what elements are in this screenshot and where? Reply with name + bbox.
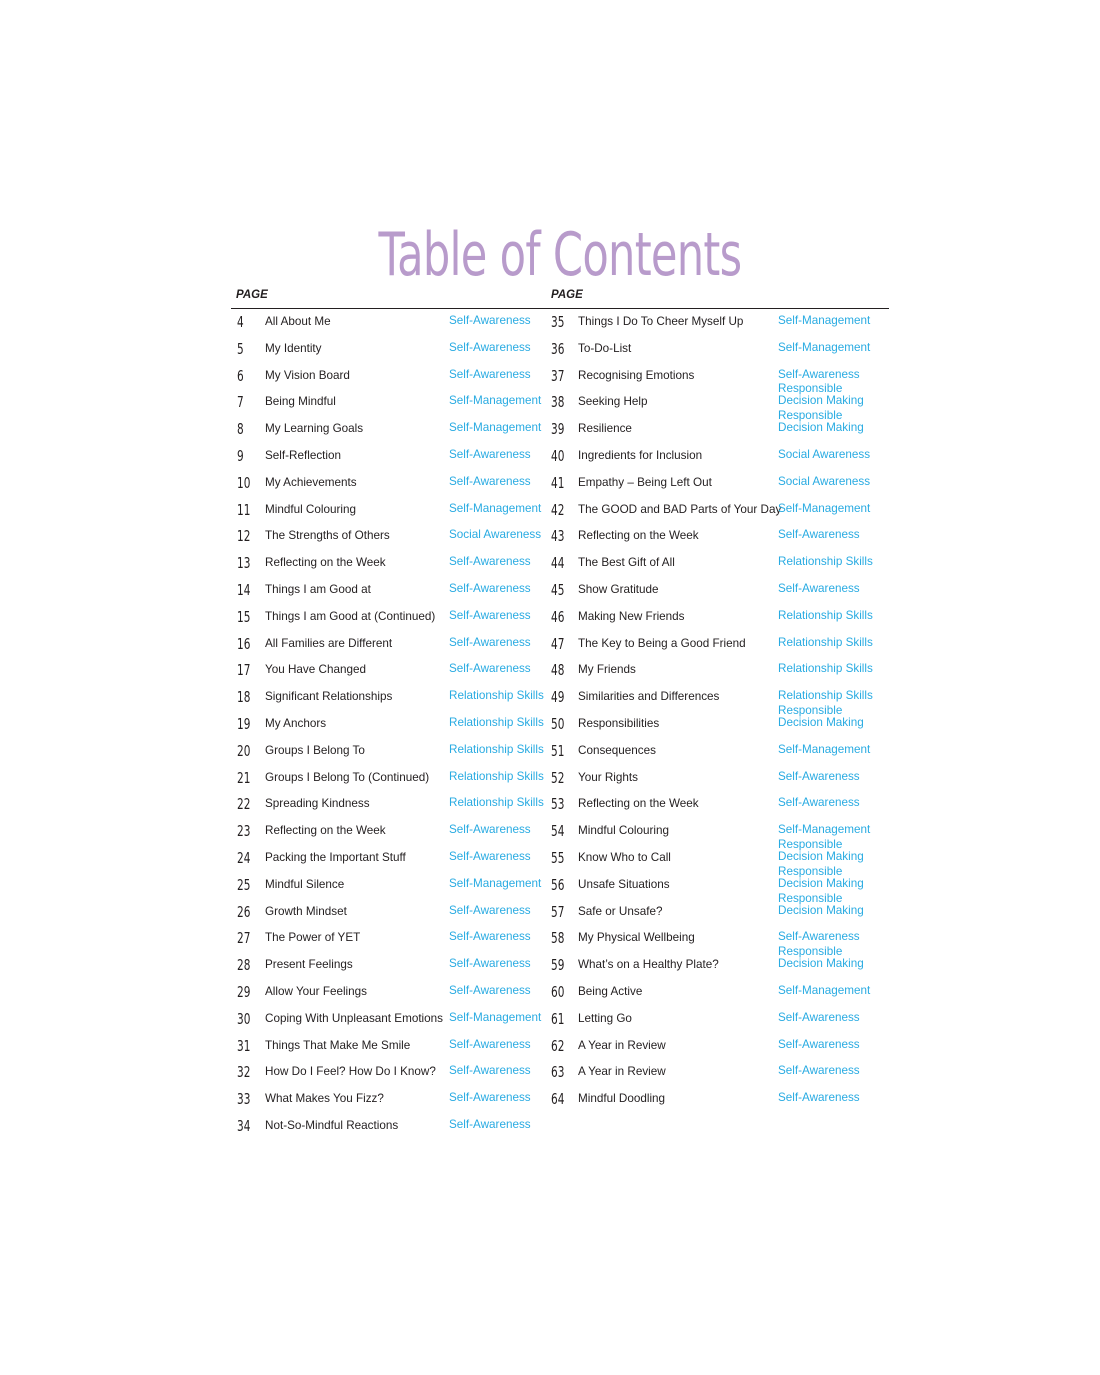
toc-entry-title: Letting Go bbox=[578, 1011, 632, 1025]
toc-entry-category bbox=[778, 931, 860, 943]
toc-page-number: 60 bbox=[551, 982, 565, 1001]
toc-page-number: 47 bbox=[551, 634, 565, 653]
toc-entry-category bbox=[449, 395, 541, 407]
toc-entry-category bbox=[778, 663, 873, 675]
toc-entry-category bbox=[778, 383, 864, 407]
toc-entry-title: To-Do-List bbox=[578, 341, 632, 355]
toc-entry-title: Spreading Kindness bbox=[265, 797, 370, 811]
toc-entry-category bbox=[778, 946, 864, 970]
toc-category-line: Decision Making bbox=[778, 715, 864, 729]
toc-category-line: Self-Management bbox=[778, 742, 871, 756]
toc-category-line: Responsible bbox=[778, 837, 843, 851]
toc-entry-category bbox=[778, 315, 870, 327]
toc-entry-title: A Year in Review bbox=[578, 1065, 666, 1079]
toc-entry-category bbox=[778, 1012, 860, 1024]
toc-entry-category bbox=[778, 690, 873, 702]
toc-page-number: 63 bbox=[551, 1063, 565, 1082]
toc-entry-title: You Have Changed bbox=[265, 663, 366, 677]
toc-entry-title: Reflecting on the Week bbox=[265, 556, 386, 570]
toc-entry-title: Empathy – Being Left Out bbox=[578, 475, 712, 489]
toc-category-line: Self-Awareness bbox=[449, 555, 531, 569]
toc-entry-title: Things That Make Me Smile bbox=[265, 1038, 411, 1052]
toc-entry-title: Resilience bbox=[578, 422, 632, 436]
toc-category-line: Self-Awareness bbox=[778, 581, 860, 595]
toc-category-line: Self-Management bbox=[449, 394, 542, 408]
toc-page-number: 10 bbox=[237, 473, 251, 492]
toc-entry-category bbox=[778, 839, 864, 863]
toc-entry-category bbox=[778, 797, 860, 809]
toc-entry-category bbox=[449, 637, 531, 649]
toc-page-number: 23 bbox=[237, 822, 251, 841]
toc-entry-category bbox=[449, 449, 531, 461]
toc-page-number: 21 bbox=[237, 768, 251, 787]
toc-entry-title: The GOOD and BAD Parts of Your Day bbox=[578, 502, 782, 516]
toc-category-line: Responsible bbox=[778, 945, 843, 959]
toc-page-number: 22 bbox=[237, 795, 251, 814]
toc-entry-title: Similarities and Differences bbox=[578, 690, 720, 704]
toc-category-line: Relationship Skills bbox=[778, 555, 873, 569]
toc-page-number: 34 bbox=[237, 1116, 251, 1135]
toc-entry-category bbox=[778, 476, 870, 488]
toc-entry-category bbox=[449, 717, 544, 729]
toc-entry-title: Packing the Important Stuff bbox=[265, 850, 406, 864]
toc-page-number: 32 bbox=[237, 1063, 251, 1082]
toc-entry-category bbox=[778, 1092, 860, 1104]
toc-entry-category bbox=[449, 878, 541, 890]
toc-entry-title: What Makes You Fizz? bbox=[265, 1092, 384, 1106]
toc-page-number: 33 bbox=[237, 1090, 251, 1109]
toc-entry-title: Mindful Colouring bbox=[578, 824, 669, 838]
toc-page-number: 38 bbox=[551, 393, 565, 412]
toc-page-number: 45 bbox=[551, 580, 565, 599]
toc-category-line: Self-Awareness bbox=[449, 608, 531, 622]
toc-page-number: 18 bbox=[237, 688, 251, 707]
toc-entry-category bbox=[778, 985, 870, 997]
toc-entry-title: Responsibilities bbox=[578, 716, 660, 730]
toc-entry-title: The Strengths of Others bbox=[265, 529, 390, 543]
toc-entry-category bbox=[449, 476, 531, 488]
toc-entry-title: The Best Gift of All bbox=[578, 556, 675, 570]
toc-category-line: Relationship Skills bbox=[778, 662, 873, 676]
toc-entry-category bbox=[778, 824, 870, 836]
toc-page-number: 52 bbox=[551, 768, 565, 787]
toc-entry-category bbox=[778, 503, 870, 515]
toc-entry-title: Reflecting on the Week bbox=[265, 824, 386, 838]
toc-page-number: 40 bbox=[551, 446, 565, 465]
toc-page-number: 20 bbox=[237, 741, 251, 760]
toc-entry-title: What’s on a Healthy Plate? bbox=[578, 958, 719, 972]
toc-entry-category bbox=[449, 1119, 531, 1131]
toc-category-line: Self-Awareness bbox=[449, 340, 531, 354]
toc-page-number: 12 bbox=[237, 527, 251, 546]
toc-page-number: 53 bbox=[551, 795, 565, 814]
toc-page-number: 57 bbox=[551, 902, 565, 921]
toc-entry-title: Making New Friends bbox=[578, 609, 685, 623]
toc-entry-category bbox=[778, 369, 860, 381]
toc-category-line: Relationship Skills bbox=[778, 635, 873, 649]
toc-category-line: Social Awareness bbox=[778, 474, 871, 488]
toc-category-line: Self-Awareness bbox=[449, 474, 531, 488]
toc-entry-title: Groups I Belong To bbox=[265, 743, 365, 757]
toc-page-number: 6 bbox=[237, 366, 244, 385]
toc-entry-category bbox=[449, 315, 531, 327]
toc-entry-category bbox=[778, 1065, 860, 1077]
toc-entry-category bbox=[449, 556, 531, 568]
toc-page-number: 39 bbox=[551, 420, 565, 439]
toc-entry-title: Seeking Help bbox=[578, 395, 648, 409]
toc-category-line: Self-Awareness bbox=[778, 796, 860, 810]
toc-category-line: Decision Making bbox=[778, 876, 864, 890]
toc-page-number: 28 bbox=[237, 956, 251, 975]
toc-entry-title: My Friends bbox=[578, 663, 636, 677]
toc-page-number: 31 bbox=[237, 1036, 251, 1055]
toc-entry-title: Allow Your Feelings bbox=[265, 984, 368, 998]
toc-entry-title: My Anchors bbox=[265, 716, 327, 730]
toc-page-number: 37 bbox=[551, 366, 565, 385]
toc-category-line: Social Awareness bbox=[778, 447, 871, 461]
toc-entry-category bbox=[449, 824, 531, 836]
toc-entry-category bbox=[449, 744, 544, 756]
toc-entry-category bbox=[778, 529, 860, 541]
toc-page-number: 4 bbox=[237, 313, 244, 331]
toc-entry-title: Recognising Emotions bbox=[578, 368, 695, 382]
toc-category-line: Self-Awareness bbox=[778, 367, 860, 381]
toc-entry-title: My Physical Wellbeing bbox=[578, 931, 695, 945]
toc-page-number: 7 bbox=[237, 393, 244, 412]
toc-entry-title: Groups I Belong To (Continued) bbox=[265, 770, 430, 784]
toc-category-line: Self-Awareness bbox=[449, 1037, 531, 1051]
page-title: Table of Contents bbox=[378, 220, 742, 290]
toc-entry-title: Consequences bbox=[578, 743, 656, 757]
toc-category-line: Self-Awareness bbox=[449, 447, 531, 461]
toc-category-line: Self-Management bbox=[449, 876, 542, 890]
toc-page-number: 8 bbox=[237, 420, 244, 439]
toc-entry-category bbox=[449, 958, 531, 970]
toc-category-line: Self-Awareness bbox=[778, 1037, 860, 1051]
toc-entry-category bbox=[778, 556, 873, 568]
toc-category-line: Self-Awareness bbox=[449, 930, 531, 944]
toc-category-line: Self-Management bbox=[778, 501, 871, 515]
toc-entry-category bbox=[778, 1039, 860, 1051]
toc-category-line: Responsible bbox=[778, 864, 843, 878]
toc-page-number: 19 bbox=[237, 714, 251, 733]
toc-entry-title: Know Who to Call bbox=[578, 850, 671, 864]
toc-entry-category bbox=[449, 610, 531, 622]
toc-category-line: Self-Awareness bbox=[449, 1117, 531, 1131]
toc-category-line: Self-Awareness bbox=[449, 367, 531, 381]
toc-page-number: 59 bbox=[551, 956, 565, 975]
toc-page-number: 5 bbox=[237, 339, 244, 358]
toc-entry-category bbox=[449, 1039, 531, 1051]
toc-entry-category bbox=[449, 1092, 531, 1104]
toc-page-number: 42 bbox=[551, 500, 565, 519]
page-column-header-left: PAGE bbox=[236, 289, 268, 301]
toc-category-line: Self-Management bbox=[449, 1010, 542, 1024]
toc-entry-category bbox=[449, 905, 531, 917]
toc-entry-title: Present Feelings bbox=[265, 958, 353, 972]
toc-entry-title: Show Gratitude bbox=[578, 582, 659, 596]
toc-page-number: 58 bbox=[551, 929, 565, 948]
toc-category-line: Responsible bbox=[778, 382, 843, 396]
toc-page-number: 64 bbox=[551, 1090, 565, 1109]
toc-entry-title: All Families are Different bbox=[265, 636, 393, 650]
toc-page-number: 50 bbox=[551, 714, 565, 733]
toc-entry-title: Ingredients for Inclusion bbox=[578, 448, 703, 462]
toc-category-line: Relationship Skills bbox=[449, 715, 544, 729]
toc-entry-title: Your Rights bbox=[578, 770, 638, 784]
toc-entry-title: Being Active bbox=[578, 984, 643, 998]
toc-entry-category bbox=[778, 893, 864, 917]
toc-page-number: 30 bbox=[237, 1009, 251, 1028]
toc-page-number: 41 bbox=[551, 473, 565, 492]
toc-category-line: Relationship Skills bbox=[778, 689, 873, 703]
toc-entry-category bbox=[449, 985, 531, 997]
toc-category-line: Relationship Skills bbox=[449, 742, 544, 756]
toc-page-number: 26 bbox=[237, 902, 251, 921]
toc-page-number: 36 bbox=[551, 339, 565, 358]
toc-entry-title: My Achievements bbox=[265, 475, 357, 489]
toc-page-number: 9 bbox=[237, 446, 244, 465]
toc-entry-category bbox=[778, 342, 870, 354]
toc-entry-category bbox=[449, 797, 544, 809]
toc-entry-category bbox=[778, 744, 870, 756]
header-divider bbox=[231, 308, 889, 309]
toc-entry-category bbox=[778, 771, 860, 783]
toc-page-number: 17 bbox=[237, 661, 251, 680]
toc-category-line: Self-Awareness bbox=[778, 769, 860, 783]
toc-category-line: Self-Awareness bbox=[449, 635, 531, 649]
toc-page-number: 46 bbox=[551, 607, 565, 626]
toc-page-number: 56 bbox=[551, 875, 565, 894]
toc-category-line: Responsible bbox=[778, 891, 843, 905]
toc-entry-title: How Do I Feel? How Do I Know? bbox=[265, 1065, 436, 1079]
toc-category-line: Self-Management bbox=[778, 314, 871, 327]
toc-page-number: 61 bbox=[551, 1009, 565, 1028]
toc-entry-title: Reflecting on the Week bbox=[578, 797, 699, 811]
toc-page-number: 29 bbox=[237, 982, 251, 1001]
toc-entry-category bbox=[778, 705, 864, 729]
toc-entry-category bbox=[449, 342, 531, 354]
toc-page-number: 51 bbox=[551, 741, 565, 760]
toc-category-line: Decision Making bbox=[778, 849, 864, 863]
toc-entry-category bbox=[449, 663, 531, 675]
toc-entry-title: Things I am Good at bbox=[265, 582, 371, 596]
toc-category-line: Self-Awareness bbox=[449, 314, 531, 327]
toc-page-number: 14 bbox=[237, 580, 251, 599]
toc-category-line: Self-Awareness bbox=[449, 903, 531, 917]
toc-category-line: Decision Making bbox=[778, 421, 864, 435]
toc-entry-category bbox=[449, 529, 541, 541]
toc-page-number: 62 bbox=[551, 1036, 565, 1055]
toc-entry-title: All About Me bbox=[265, 315, 331, 328]
toc-entry-category bbox=[449, 422, 541, 434]
toc-category-line: Self-Awareness bbox=[449, 581, 531, 595]
toc-entry-category bbox=[778, 410, 864, 434]
toc-category-line: Decision Making bbox=[778, 903, 864, 917]
toc-category-line: Relationship Skills bbox=[449, 769, 544, 783]
toc-category-line: Self-Management bbox=[778, 340, 871, 354]
toc-entry-title: Significant Relationships bbox=[265, 690, 393, 704]
toc-entry-title: Growth Mindset bbox=[265, 904, 347, 918]
toc-entry-category bbox=[778, 637, 873, 649]
toc-entry-category bbox=[778, 449, 870, 461]
toc-category-line: Self-Management bbox=[778, 983, 871, 997]
toc-category-line: Relationship Skills bbox=[449, 796, 544, 810]
toc-entry-category bbox=[449, 771, 544, 783]
toc-page-number: 44 bbox=[551, 554, 565, 573]
toc-category-line: Decision Making bbox=[778, 957, 864, 971]
toc-category-line: Self-Awareness bbox=[449, 823, 531, 837]
toc-category-line: Self-Awareness bbox=[449, 957, 531, 971]
toc-entry-category bbox=[449, 931, 531, 943]
toc-entry-title: Mindful Colouring bbox=[265, 502, 356, 516]
toc-entry-category bbox=[778, 866, 864, 890]
toc-entry-category bbox=[449, 503, 541, 515]
toc-category-line: Self-Management bbox=[449, 501, 542, 515]
toc-entry-category bbox=[449, 1012, 541, 1024]
toc-entry-title: Not-So-Mindful Reactions bbox=[265, 1118, 399, 1132]
toc-category-line: Self-Awareness bbox=[449, 1091, 531, 1105]
toc-page-number: 24 bbox=[237, 848, 251, 867]
toc-entry-title: My Identity bbox=[265, 341, 322, 355]
toc-entry-category bbox=[449, 690, 544, 702]
toc-page-number: 35 bbox=[551, 313, 565, 331]
toc-category-line: Self-Awareness bbox=[778, 1064, 860, 1078]
toc-category-line: Relationship Skills bbox=[449, 689, 544, 703]
toc-entry-title: Unsafe Situations bbox=[578, 877, 670, 891]
toc-entry-category bbox=[778, 610, 873, 622]
page-column-header-right: PAGE bbox=[551, 289, 583, 301]
toc-entry-title: Self-Reflection bbox=[265, 448, 342, 462]
toc-entry-title: The Power of YET bbox=[265, 931, 361, 945]
toc-entry-title: Mindful Silence bbox=[265, 877, 345, 891]
toc-category-line: Self-Awareness bbox=[778, 930, 860, 944]
toc-entry-title: The Key to Being a Good Friend bbox=[578, 636, 746, 650]
toc-entry-category bbox=[449, 583, 531, 595]
toc-page-number: 43 bbox=[551, 527, 565, 546]
toc-page-number: 27 bbox=[237, 929, 251, 948]
toc-category-line: Self-Management bbox=[449, 421, 542, 435]
toc-entry-title: Reflecting on the Week bbox=[578, 529, 699, 543]
toc-page-number: 16 bbox=[237, 634, 251, 653]
toc-page-number: 54 bbox=[551, 822, 565, 841]
toc-entry-title: A Year in Review bbox=[578, 1038, 666, 1052]
toc-entry-title: My Learning Goals bbox=[265, 422, 364, 436]
toc-entry-title: Things I am Good at (Continued) bbox=[265, 609, 436, 623]
toc-category-line: Responsible bbox=[778, 409, 843, 423]
toc-category-line: Social Awareness bbox=[449, 528, 542, 542]
toc-category-line: Responsible bbox=[778, 703, 843, 717]
toc-entry-title: Safe or Unsafe? bbox=[578, 904, 663, 918]
toc-category-line: Self-Awareness bbox=[449, 849, 531, 863]
toc-page-number: 49 bbox=[551, 688, 565, 707]
toc-entry-category bbox=[449, 369, 531, 381]
toc-category-line: Decision Making bbox=[778, 394, 864, 408]
toc-category-line: Relationship Skills bbox=[778, 608, 873, 622]
toc-page-number: 11 bbox=[237, 500, 251, 519]
toc-page-number: 25 bbox=[237, 875, 251, 894]
toc-entry-title: My Vision Board bbox=[265, 368, 350, 382]
toc-entry-title: Coping With Unpleasant Emotions bbox=[265, 1011, 444, 1025]
toc-category-line: Self-Awareness bbox=[449, 662, 531, 676]
toc-page-number: 13 bbox=[237, 554, 251, 573]
toc-category-line: Self-Awareness bbox=[778, 1010, 860, 1024]
toc-page-number: 55 bbox=[551, 848, 565, 867]
toc-entry-title: Mindful Doodling bbox=[578, 1092, 666, 1106]
toc-category-line: Self-Management bbox=[778, 823, 871, 837]
toc-entry-category bbox=[449, 1065, 531, 1077]
toc-page-number: 15 bbox=[237, 607, 251, 626]
toc-category-line: Self-Awareness bbox=[449, 1064, 531, 1078]
toc-category-line: Self-Awareness bbox=[778, 1091, 860, 1105]
toc-entry-category bbox=[449, 851, 531, 863]
toc-entry-title: Being Mindful bbox=[265, 395, 336, 409]
toc-entry-title: Things I Do To Cheer Myself Up bbox=[578, 315, 744, 328]
toc-category-line: Self-Awareness bbox=[449, 983, 531, 997]
toc-category-line: Self-Awareness bbox=[778, 528, 860, 542]
toc-entry-category bbox=[778, 583, 860, 595]
toc-page-number: 48 bbox=[551, 661, 565, 680]
